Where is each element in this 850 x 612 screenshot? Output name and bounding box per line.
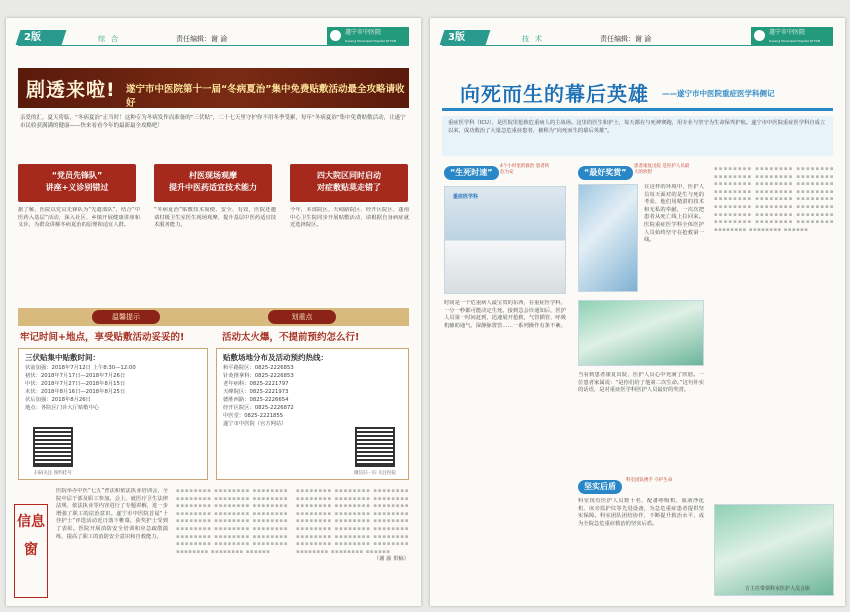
info-row: 经开区院区：0825-2226872 bbox=[223, 405, 294, 411]
info-box-schedule bbox=[18, 348, 208, 480]
box-line1: 四大院区同时启动 bbox=[317, 171, 381, 180]
box-line2: 提升中医药适宜技术能力 bbox=[169, 183, 257, 192]
info-row: 末伏：2018年8月16日—2018年8月25日 bbox=[25, 389, 126, 395]
info-row: 老年病科：0825-2221797 bbox=[223, 381, 289, 387]
info-row: 伏后加强：2018年8月26日 bbox=[25, 397, 91, 403]
tag-backbone: 坚实后盾 bbox=[578, 480, 622, 494]
page-number-tag: 2版 bbox=[16, 30, 67, 45]
article-column-1 bbox=[18, 207, 140, 303]
photo-team bbox=[714, 504, 834, 596]
section-label: 技术 bbox=[522, 35, 548, 43]
info-row: 天峰院区：0825-2221973 bbox=[223, 389, 289, 395]
news-column-1 bbox=[56, 488, 168, 600]
banner-big-text: 剧透来啦! bbox=[26, 79, 116, 101]
subhead-box-party bbox=[18, 164, 136, 202]
news-filler-text: ▪▪▪▪▪▪▪▪ ▪▪▪▪▪▪▪▪ ▪▪▪▪▪▪▪▪ ▪▪▪▪▪▪▪▪ ▪▪▪▪▪▪▪▪ ▪▪▪▪▪▪▪▪ ▪▪▪▪▪▪▪▪ ▪▪▪▪▪▪▪▪ ▪▪▪▪▪▪▪▪ ▪▪▪▪▪▪▪▪ ▪▪▪▪▪▪▪▪ ▪▪▪▪▪▪▪▪ ▪▪▪▪▪▪▪▪ ▪▪▪▪▪▪▪▪ ▪▪▪▪▪▪▪▪ ▪▪▪▪▪▪▪▪ ▪▪▪▪▪▪▪▪ ▪▪▪▪▪▪▪▪ ▪▪▪▪▪▪▪▪ ▪▪▪▪▪▪▪▪ ▪▪▪▪▪▪▪▪ ▪▪▪▪▪▪▪▪ ▪▪▪▪▪▪▪▪ ▪▪▪▪▪▪▪▪ ▪▪▪▪▪▪▪▪ ▪▪▪▪▪▪▪▪ ▪▪▪▪▪▪ bbox=[296, 488, 409, 555]
column-text: 时间是一个危重病人最宝贵的东西，在重症医学科，一分一秒都可能决定生死。接到急会诊通知后，医护人员第一时间赶到，迅速展开抢救，气管插管、呼吸机辅助通气、深静脉置管……一系列操作有条不紊。 bbox=[444, 300, 566, 329]
box-line1: “党员先锋队” bbox=[51, 171, 103, 180]
column-text: “冬病夏治”贴敷技术简便、安全、有效，医院还邀请村级卫生室医生现场观摩，提升基层中医药适宜技术服务能力。 bbox=[154, 207, 276, 229]
info-title: 贴敷场地分布及活动预约热线： bbox=[223, 353, 328, 362]
left-page bbox=[6, 18, 421, 606]
logo-name: 遂宁市中医院 bbox=[769, 29, 806, 36]
hospital-logo bbox=[327, 27, 409, 45]
news-credit: （谢 渝 供稿） bbox=[373, 556, 409, 563]
editor-label: 责任编辑：谢 渝 bbox=[176, 35, 228, 43]
article-column-3 bbox=[290, 207, 409, 303]
column-text: 据了解，医院以党员先锋队为“先遣部队”，结合“中医药入基层”活动，深入社区、乡镇开展健康讲座和义诊，为群众讲解冬病夏治的原理和适宜人群。 bbox=[18, 207, 140, 229]
logo-name: 遂宁市中医院 bbox=[345, 29, 382, 36]
logo-en: Suining Municipal Hospital Of TCM bbox=[345, 39, 397, 43]
column-text: 今年，本部院区、天崎路院区、经开区院区、蓬南中心卫生院同步开展贴敷活动，请根据自身病症就近选择院区。 bbox=[290, 207, 409, 229]
info-row: 德胜西路：0825-2226654 bbox=[223, 397, 289, 403]
photo-ward bbox=[578, 300, 704, 366]
headline-banner bbox=[18, 68, 409, 108]
feature-lead: 重症医学科（ICU），是医院里抢救危重病人的主战场。这里的医生和护士，每天都在与死神赛跑，用专业与坚守为生命保驾护航。遂宁市中医院重症医学科自成立以来，成功救治了大量急危重症患者，被称为“向死而生的幕后英雄”。 bbox=[442, 116, 833, 156]
tag-best-reward: “最好奖赏” bbox=[578, 166, 633, 180]
info-window-stamp: 信息窗 bbox=[14, 504, 48, 598]
article-column-1 bbox=[444, 300, 566, 600]
column-text: 在这样的环境中，医护人员每天面对的是生与死的考验，他们用精湛的技术和无私的奉献，一次次把患者从死亡线上拉回来。医院重症医学科全体医护人员始终坚守在抢救第一线。 bbox=[644, 184, 704, 244]
gold-divider bbox=[18, 308, 409, 326]
qr-code-icon bbox=[355, 427, 395, 467]
qr-code-icon bbox=[33, 427, 73, 467]
info-row: 中伏：2018年7月27日—2018年8月15日 bbox=[25, 381, 126, 387]
photo-equipment bbox=[578, 184, 638, 292]
news-column-2 bbox=[176, 488, 288, 600]
section-label: 综合 bbox=[98, 35, 124, 43]
info-row: 初伏：2018年7月17日—2018年7月26日 bbox=[25, 373, 126, 379]
tag-sub: 科室团队携手 守护生命 bbox=[626, 478, 673, 483]
lead-paragraph: 亲爱的汇，夏天将临，“冬病夏治”正当时！这种专为冬病发作而准备的“三伏贴”，二十七天里守护你不用冬季受累，每年“冬病夏治”集中免费贴敷活动，让遂宁市民收获满满的健康——快来看看今年的最新最全攻略吧！ bbox=[20, 115, 406, 129]
info-row: 中医堂：0825-2221855 bbox=[223, 413, 284, 419]
page-header bbox=[442, 30, 833, 46]
news-column-3 bbox=[296, 488, 409, 600]
page-header bbox=[18, 30, 409, 46]
photo-icu-corridor bbox=[444, 186, 566, 294]
column-text: 科室现有医护人员数十名，配备呼吸机、血液净化机、床旁监护仪等先进设备，为急危重症患者提供坚实保障。科室团队团结协作，不断提升救治水平，成为全院急危重症救治的坚实后盾。 bbox=[578, 498, 704, 527]
info-row: 遂宁市中医院（官方网站） bbox=[223, 421, 287, 427]
feature-subtitle: ——遂宁市中医院重症医学科侧记 bbox=[662, 89, 775, 98]
box-line2: 讲座+义诊别错过 bbox=[45, 183, 109, 192]
hospital-logo bbox=[751, 27, 833, 45]
tag-life-death: “生死时速” bbox=[444, 166, 499, 180]
tag-sub: 患者康复出院 是医护人员最大的欣慰 bbox=[634, 164, 690, 175]
banner-headline: 遂宁市中医院第十一届“冬病夏治”集中免费贴敷活动最全攻略请收好 bbox=[126, 84, 405, 109]
article-column-2c bbox=[578, 498, 704, 598]
gold-label-tips: 温馨提示 bbox=[92, 310, 160, 324]
info-row: 伏前加强：2018年7月12日 上午8:30—12:00 bbox=[25, 365, 136, 371]
feature-title: 向死而生的幕后英雄 bbox=[460, 82, 649, 106]
subhead-reserve: 活动太火爆，不提前预约怎么行! bbox=[222, 332, 360, 343]
info-row: 针灸推拿科：0825-2226853 bbox=[223, 373, 294, 379]
info-box-locations bbox=[216, 348, 409, 480]
right-page bbox=[430, 18, 845, 606]
editor-label: 责任编辑：谢 渝 bbox=[600, 35, 652, 43]
article-column-2a bbox=[644, 184, 704, 292]
page-number-tag: 3版 bbox=[440, 30, 491, 45]
column-filler-text: ▪▪▪▪▪▪▪▪ ▪▪▪▪▪▪▪▪ ▪▪▪▪▪▪▪▪ ▪▪▪▪▪▪▪▪ ▪▪▪▪▪▪▪▪ ▪▪▪▪▪▪▪▪ ▪▪▪▪▪▪▪▪ ▪▪▪▪▪▪▪▪ ▪▪▪▪▪▪▪▪ ▪▪▪▪▪▪▪▪ ▪▪▪▪▪▪▪▪ ▪▪▪▪▪▪▪▪ ▪▪▪▪▪▪▪▪ ▪▪▪▪▪▪▪▪ ▪▪▪▪▪▪▪▪ ▪▪▪▪▪▪▪▪ ▪▪▪▪▪▪▪▪ ▪▪▪▪▪▪▪▪ ▪▪▪▪▪▪▪▪ ▪▪▪▪▪▪▪▪ ▪▪▪▪▪▪▪▪ ▪▪▪▪▪▪▪▪ ▪▪▪▪▪▪▪▪ ▪▪▪▪▪▪▪▪ ▪▪▪▪▪▪▪▪ ▪▪▪▪▪▪▪▪ ▪▪▪▪▪▪ bbox=[714, 166, 834, 233]
info-row: 和平路院区：0825-2226853 bbox=[223, 365, 294, 371]
subhead-time-place: 牢记时间+地点，享受贴敷活动妥妥的! bbox=[20, 332, 185, 343]
tag-sub: 4个小时里的救治 患者转危为安 bbox=[500, 164, 550, 175]
column-text: 当看到患者康复出院，医护人员心中充满了欣慰。一位患者家属说：“是你们给了他第二次生命。”这句朴实的话语，是对重症医学科医护人员最好的奖赏。 bbox=[578, 372, 704, 394]
info-row: 地点：各院区门诊大厅贴敷中心 bbox=[25, 405, 100, 411]
box-line2: 对症敷贴莫走错了 bbox=[317, 183, 381, 192]
subhead-box-village bbox=[154, 164, 272, 202]
info-title: 三伏贴集中贴敷时间： bbox=[25, 353, 100, 362]
gold-label-key: 划重点 bbox=[268, 310, 336, 324]
article-column-2 bbox=[154, 207, 276, 303]
subhead-box-districts bbox=[290, 164, 408, 202]
logo-en: Suining Municipal Hospital Of TCM bbox=[769, 39, 821, 43]
article-column-2b bbox=[578, 372, 704, 472]
news-filler-text: ▪▪▪▪▪▪▪▪ ▪▪▪▪▪▪▪▪ ▪▪▪▪▪▪▪▪ ▪▪▪▪▪▪▪▪ ▪▪▪▪▪▪▪▪ ▪▪▪▪▪▪▪▪ ▪▪▪▪▪▪▪▪ ▪▪▪▪▪▪▪▪ ▪▪▪▪▪▪▪▪ ▪▪▪▪▪▪▪▪ ▪▪▪▪▪▪▪▪ ▪▪▪▪▪▪▪▪ ▪▪▪▪▪▪▪▪ ▪▪▪▪▪▪▪▪ ▪▪▪▪▪▪▪▪ ▪▪▪▪▪▪▪▪ ▪▪▪▪▪▪▪▪ ▪▪▪▪▪▪▪▪ ▪▪▪▪▪▪▪▪ ▪▪▪▪▪▪▪▪ ▪▪▪▪▪▪▪▪ ▪▪▪▪▪▪▪▪ ▪▪▪▪▪▪▪▪ ▪▪▪▪▪▪▪▪ ▪▪▪▪▪▪▪▪ ▪▪▪▪▪▪▪▪ ▪▪▪▪▪▪ bbox=[176, 488, 288, 555]
article-column-3 bbox=[714, 166, 834, 496]
box-line1: 村医现场观摩 bbox=[189, 171, 237, 180]
qr-caption: 微信扫一扫 关注医院 bbox=[354, 471, 396, 476]
photo-caption: 方主任带领科室医护人员合影 bbox=[745, 586, 811, 592]
qr-caption: 扫码关注 预约挂号 bbox=[34, 471, 72, 476]
photo-caption: 重症医学科 bbox=[453, 194, 479, 200]
title-rule bbox=[442, 108, 833, 111]
news-text: 医院举办中医“七五”普法和依法执业培训会，全院中层干部及职工参加。会上，就医疗卫生法律法规、依法执业等内容进行了专题讲解，进一步增强了职工的法治意识。遂宁市中医院首届“十佳护士”评选活动近日落下帷幕，获奖护士受到了表彰。医院开展消防安全培训和应急疏散演练，提高了职工的消防安全意识和自救能力。 bbox=[56, 488, 168, 540]
